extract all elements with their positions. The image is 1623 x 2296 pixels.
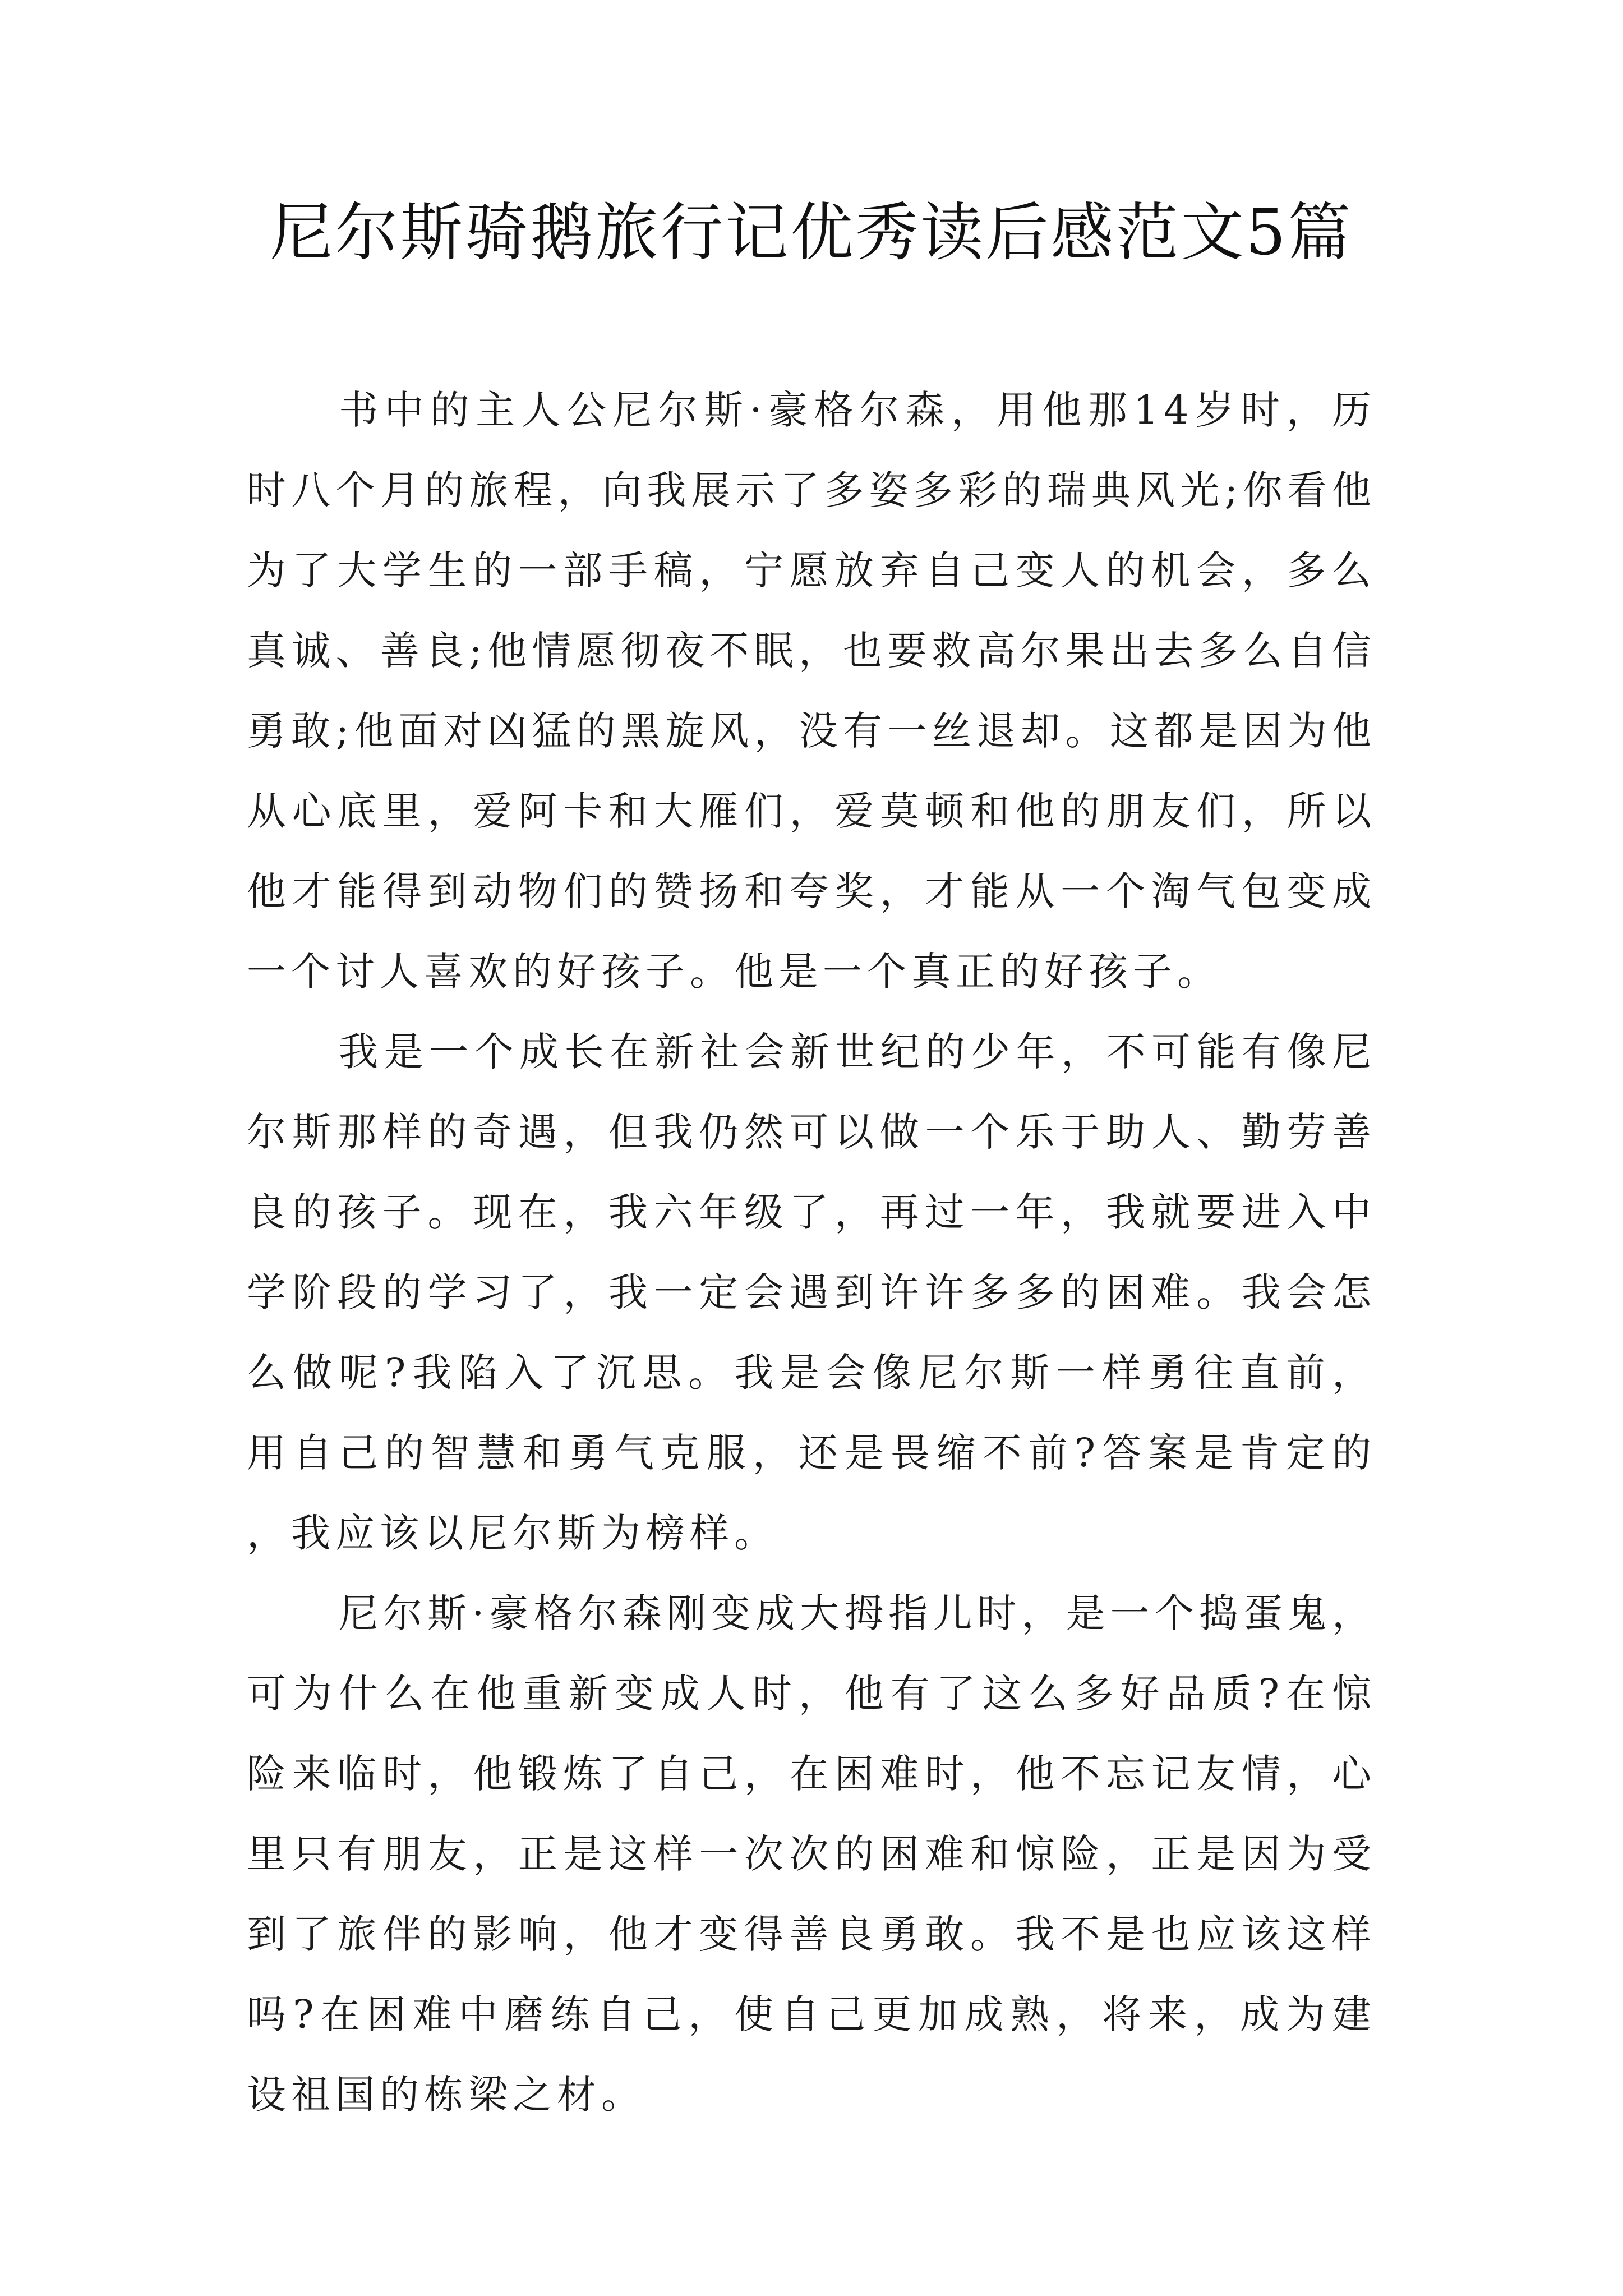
paragraph: 尼尔斯·豪格尔森刚变成大拇指儿时，是一个捣蛋鬼，可为什么在他重新变成人时，他有了这么多好品质?在惊险来临时，他锻炼了自己，在困难时，他不忘记友情，心里只有朋友，正是这样一次次的困难和惊险，正是因为受到了旅伴的影响，他才变得善良勇敢。我不是也应该这样吗?在困难中磨练自己，使自己更加成熟，将来，成为建设祖国的栋梁之材。 (247, 1590, 1376, 2118)
document-body (247, 370, 1376, 2135)
paragraph: 书中的主人公尼尔斯·豪格尔森，用他那14岁时，历时八个月的旅程，向我展示了多姿多彩的瑞典风光;你看他为了大学生的一部手稿，宁愿放弃自己变人的机会，多么真诚、善良;他情愿彻夜不眠，也要救高尔果出去多么自信勇敢;他面对凶猛的黑旋风，没有一丝退却。这都是因为他从心底里，爱阿卡和大雁们，爱莫顿和他的朋友们，所以他才能得到动物们的赞扬和夸奖，才能从一个淘气包变成一个讨人喜欢的好孩子。他是一个真正的好孩子。 (247, 387, 1376, 995)
document-title: 尼尔斯骑鹅旅行记优秀读后感范文5篇 (270, 196, 1353, 269)
paragraph: 我是一个成长在新社会新世纪的少年，不可能有像尼尔斯那样的奇遇，但我仍然可以做一个乐于助人、勤劳善良的孩子。现在，我六年级了，再过一年，我就要进入中学阶段的学习了，我一定会遇到许许多多的困难。我会怎么做呢?我陷入了沉思。我是会像尼尔斯一样勇往直前，用自己的智慧和勇气克服，还是畏缩不前?答案是肯定的，我应该以尼尔斯为榜样。 (247, 1029, 1376, 1556)
